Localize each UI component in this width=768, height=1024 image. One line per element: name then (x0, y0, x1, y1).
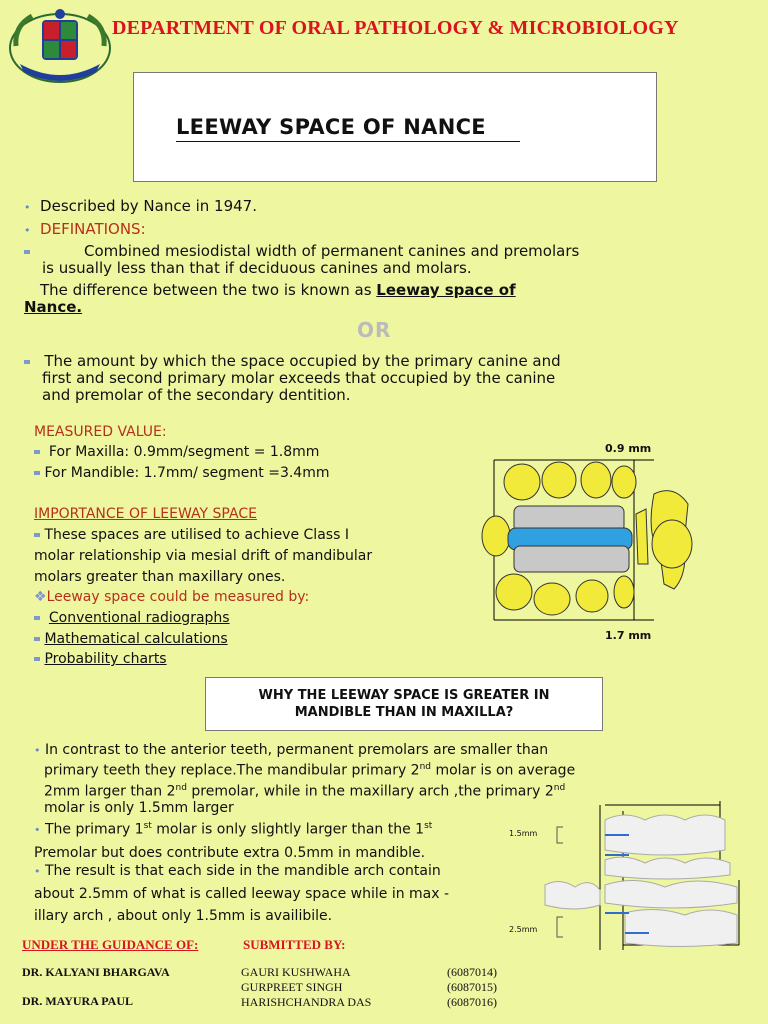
explanation-p1: • In contrast to the anterior teeth, permanent premolars are smaller than primary teeth they replace.The mandibular primary 2nd molar is on average 2mm larger than 2nd premolar, while in the maxillary arch ,the primary 2nd molar is only 1.5mm larger (34, 742, 576, 817)
figure1-bottom-label: 1.7 mm (605, 629, 652, 642)
student-id: (6087014) (447, 965, 497, 979)
student-id: (6087015) (447, 980, 497, 994)
student-name: GAURI KUSHWAHA (241, 965, 351, 979)
measured-mandible: For Mandible: 1.7mm/ segment =3.4mm (34, 464, 329, 482)
leeway-teeth-diagram (474, 440, 764, 645)
definition-1: Combined mesiodistal width of permanent canines and premolars is usually less than that if deciduous canines and molars. The difference between the two is known as Leeway space of Nance. (24, 242, 580, 316)
college-crest-icon (6, 6, 114, 86)
method-item: Conventional radiographs (34, 608, 230, 629)
figure1-top-label: 0.9 mm (605, 442, 652, 455)
figure2-lower-label: 2.5mm (509, 925, 538, 934)
arch-comparison-diagram (505, 795, 750, 955)
student-names (241, 965, 371, 1010)
importance-text: These spaces are utilised to achieve Class I molar relationship via mesial drift of mandibular molars greater than maxillary ones. (34, 527, 373, 585)
submitted-heading: SUBMITTED BY: (243, 937, 346, 952)
student-name: HARISHCHANDRA DAS (241, 995, 372, 1009)
importance-heading: IMPORTANCE OF LEEWAY SPACE (34, 506, 257, 522)
definitions-heading: • DEFINATIONS: (24, 220, 146, 238)
measured-heading: MEASURED VALUE: (34, 424, 167, 440)
definition-2: The amount by which the space occupied by the primary canine and first and second primary molar exceeds that occupied by the canine and premolar of the secondary dentition. (24, 353, 764, 404)
college-logo (6, 6, 114, 86)
method-item: Probability charts (34, 649, 230, 670)
methods-list (34, 608, 230, 670)
department-heading: DEPARTMENT OF ORAL PATHOLOGY & MICROBIOLOGY (112, 17, 679, 39)
figure2-upper-label: 1.5mm (509, 829, 538, 838)
guide-name: DR. KALYANI BHARGAVA (22, 965, 170, 979)
student-id: (6087016) (447, 995, 497, 1009)
student-name: GURPREET SINGH (241, 980, 343, 994)
page-title: LEEWAY SPACE OF NANCE (176, 115, 520, 142)
described-line: • Described by Nance in 1947. (24, 197, 257, 215)
explanation-p2: • The primary 1st molar is only slightly larger than the 1st Premolar but does contribute extra 0.5mm in mandible. (34, 821, 433, 861)
explanation-p3: • The result is that each side in the mandible arch contain about 2.5mm of what is called leeway space while in max - illary arch , about only 1.5mm is availibile. (34, 863, 450, 924)
student-ids (447, 965, 497, 1010)
arch-teeth-illustration (505, 795, 750, 955)
teeth-illustration (474, 454, 764, 624)
method-item: Mathematical calculations (34, 629, 230, 650)
guidance-heading: UNDER THE GUIDANCE OF: (22, 937, 199, 952)
question-box: WHY THE LEEWAY SPACE IS GREATER IN MANDIBLE THAN IN MAXILLA? (205, 677, 603, 731)
guide-name: DR. MAYURA PAUL (22, 994, 133, 1008)
or-separator: OR (357, 318, 392, 342)
measured-maxilla: For Maxilla: 0.9mm/segment = 1.8mm (34, 443, 319, 461)
measured-by-heading: ❖Leeway space could be measured by: (34, 589, 310, 605)
